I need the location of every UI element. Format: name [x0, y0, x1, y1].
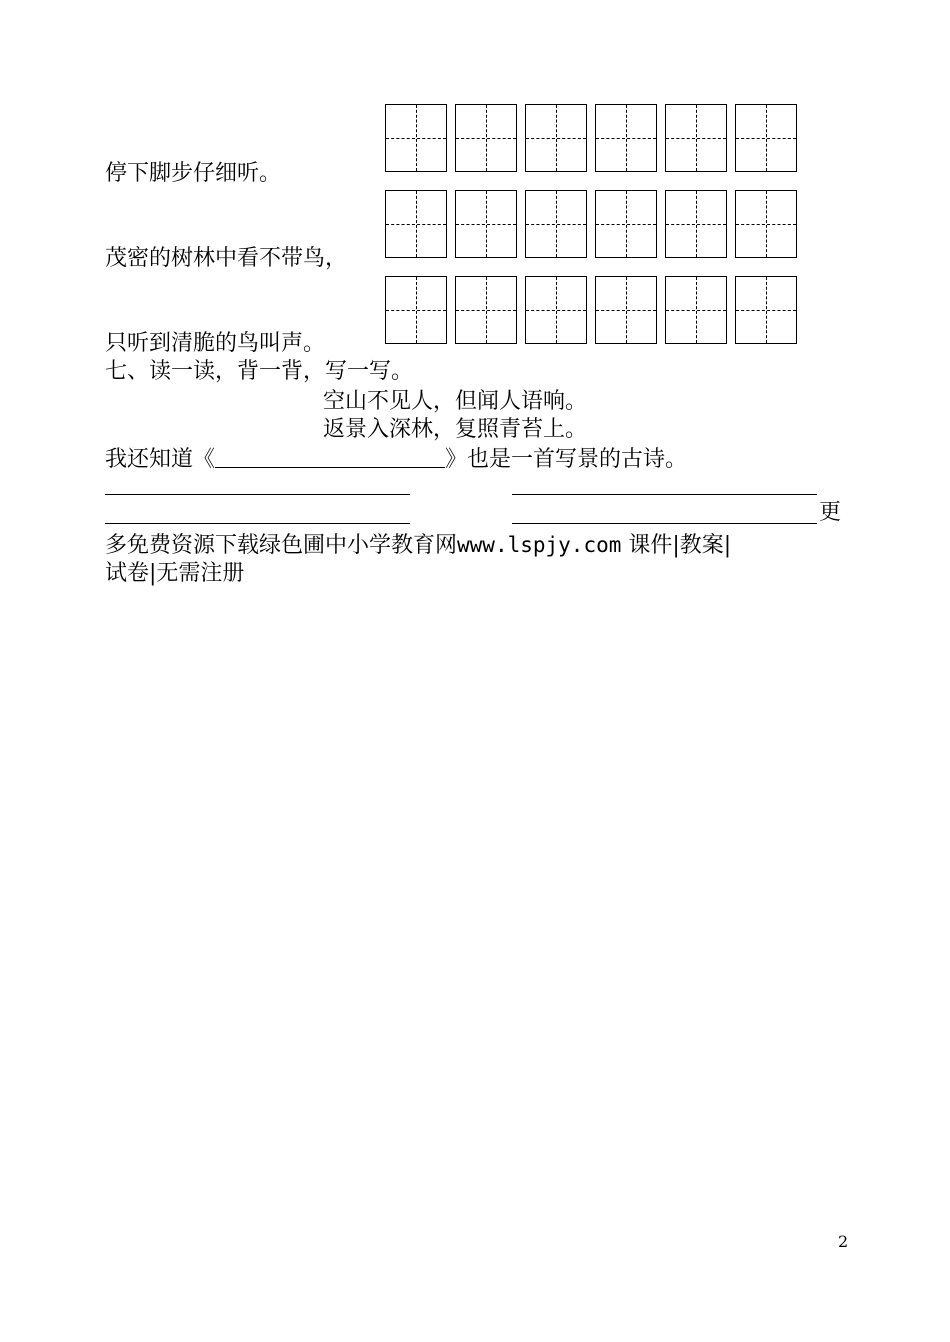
footer-ad-text: 多免费资源下载绿色圃中小学教育网 — [105, 533, 458, 558]
section-heading: 七、读一读，背一背，写一写。 — [105, 359, 414, 384]
writing-grid-cell[interactable] — [735, 104, 797, 172]
writing-grid-cell[interactable] — [455, 190, 517, 258]
writing-grid-cell[interactable] — [385, 276, 447, 344]
writing-grid-cell[interactable] — [735, 276, 797, 344]
poem-line-3: 只听到清脆的鸟叫声。 — [105, 331, 326, 356]
writing-grid-cell[interactable] — [525, 104, 587, 172]
writing-grid-cell[interactable] — [525, 190, 587, 258]
poem-line-2: 茂密的树林中看不带鸟， — [105, 246, 348, 271]
page-number: 2 — [838, 1232, 849, 1251]
answer-line[interactable] — [512, 523, 817, 524]
footer-ad-url[interactable]: www.lspjy.com — [457, 533, 622, 557]
answer-line[interactable] — [105, 494, 410, 495]
footer-lead-char: 更 — [819, 500, 842, 525]
footer-ad-line-1 — [105, 531, 731, 560]
prompt-before: 我还知道《 — [105, 447, 216, 472]
verse-line-2: 返景入深林，复照青苔上。 — [323, 417, 588, 442]
writing-grid-cell[interactable] — [525, 276, 587, 344]
writing-grid-cell[interactable] — [595, 190, 657, 258]
writing-grid-cell[interactable] — [385, 104, 447, 172]
answer-line[interactable] — [512, 494, 817, 495]
writing-grid-cell[interactable] — [455, 276, 517, 344]
writing-grid-cell[interactable] — [665, 104, 727, 172]
poem-title-blank[interactable] — [215, 445, 445, 468]
verse-line-1: 空山不见人，但闻人语响。 — [323, 389, 588, 414]
prompt-after: 》也是一首写景的古诗。 — [445, 447, 688, 472]
poem-title-prompt — [105, 445, 687, 474]
writing-grid-row-2 — [385, 190, 801, 260]
writing-grid-cell[interactable] — [455, 104, 517, 172]
writing-grid-cell[interactable] — [665, 190, 727, 258]
writing-grid-row-3 — [385, 276, 801, 346]
writing-grid-cell[interactable] — [735, 190, 797, 258]
footer-ad-tail: 课件|教案| — [621, 533, 732, 558]
writing-grid-cell[interactable] — [385, 190, 447, 258]
answer-line[interactable] — [105, 523, 410, 524]
footer-ad-line-2: 试卷|无需注册 — [105, 561, 245, 586]
writing-grid-row-1 — [385, 104, 801, 174]
writing-grid-cell[interactable] — [595, 276, 657, 344]
poem-line-1: 停下脚步仔细听。 — [105, 161, 282, 186]
writing-grid-cell[interactable] — [595, 104, 657, 172]
writing-grid-cell[interactable] — [665, 276, 727, 344]
